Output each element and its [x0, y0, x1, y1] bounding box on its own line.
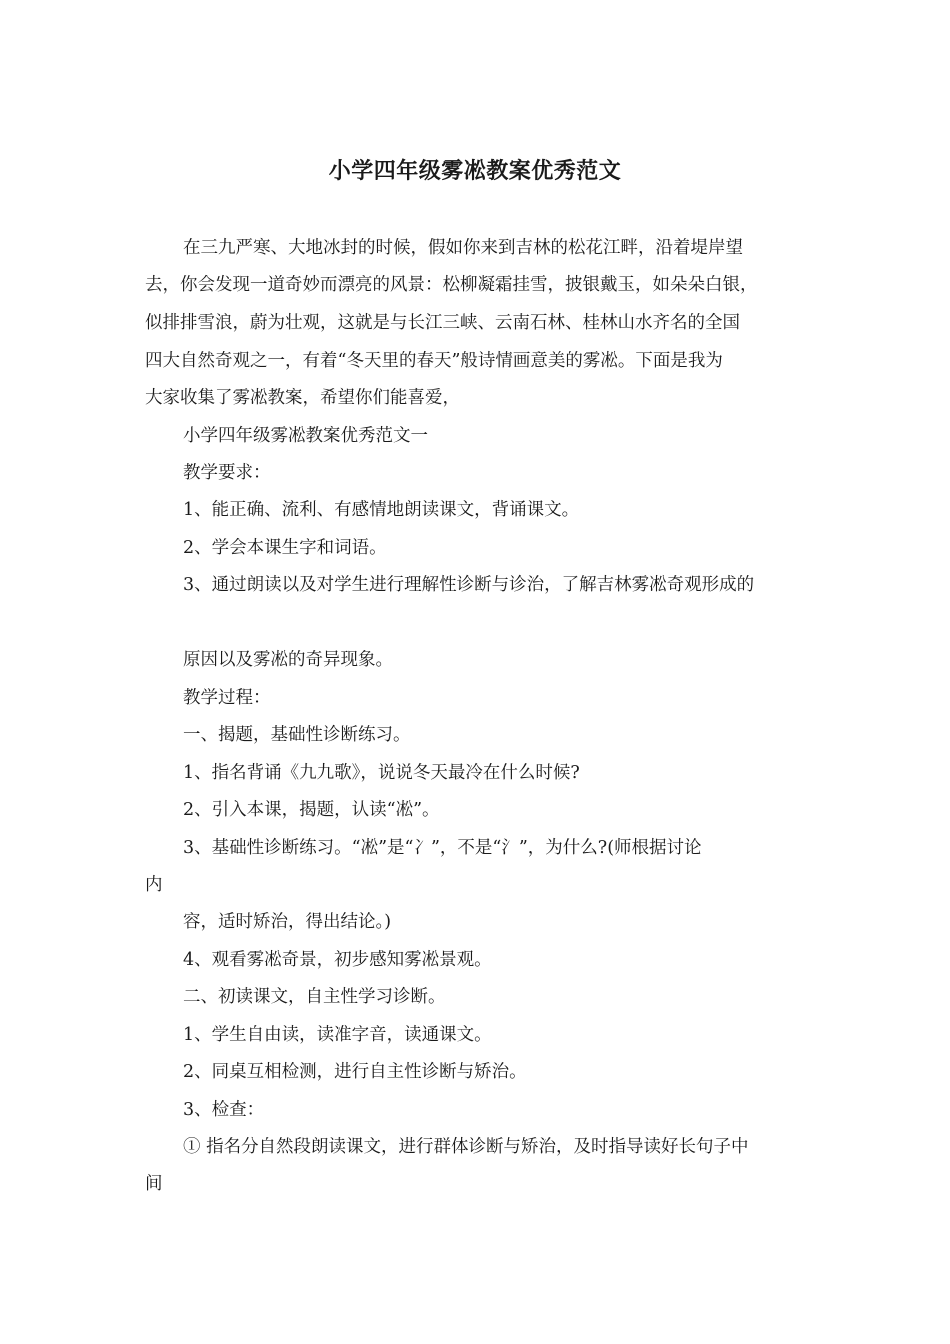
list-item-continuation: 内 — [145, 875, 163, 895]
list-item: 1、学生自由读，读准字音，读通课文。 — [183, 1025, 492, 1045]
list-item-continuation: 原因以及雾凇的奇异现象。 — [183, 650, 393, 670]
section-label: 教学要求： — [183, 463, 271, 483]
list-item: 4、观看雾凇奇景，初步感知雾凇景观。 — [183, 950, 492, 970]
section-label: 教学过程： — [183, 688, 271, 708]
list-item: 3、基础性诊断练习。“凇”是“冫”，不是“氵”，为什么?(师根据讨论 — [183, 838, 702, 858]
paragraph-line: 四大自然奇观之一，有着“冬天里的春天”般诗情画意美的雾凇。下面是我为 — [145, 351, 723, 371]
paragraph-line: 似排排雪浪，蔚为壮观，这就是与长江三峡、云南石林、桂林山水齐名的全国 — [145, 313, 740, 333]
list-item: 3、检查： — [183, 1100, 265, 1120]
step-heading: 一、揭题，基础性诊断练习。 — [183, 725, 411, 745]
paragraph-line: 大家收集了雾凇教案，希望你们能喜爱， — [145, 388, 460, 408]
list-item: 1、指名背诵《九九歌》，说说冬天最冷在什么时候? — [183, 763, 580, 783]
list-item: 2、引入本课，揭题，认读“凇”。 — [183, 800, 440, 820]
step-heading: 二、初读课文，自主性学习诊断。 — [183, 987, 446, 1007]
list-item: 3、通过朗读以及对学生进行理解性诊断与诊治，了解吉林雾凇奇观形成的 — [183, 575, 755, 595]
list-item: 1、能正确、流利、有感情地朗读课文，背诵课文。 — [183, 500, 580, 520]
list-item-continuation: 容，适时矫治，得出结论。) — [183, 912, 392, 932]
list-item: 2、学会本课生字和词语。 — [183, 538, 387, 558]
paragraph-line: 去，你会发现一道奇妙而漂亮的风景：松柳凝霜挂雪，披银戴玉，如朵朵白银， — [145, 275, 758, 295]
section-heading: 小学四年级雾凇教案优秀范文一 — [183, 426, 428, 446]
sub-list-item: ① 指名分自然段朗读课文，进行群体诊断与矫治，及时指导读好长句子中 — [183, 1137, 749, 1157]
sub-list-item-continuation: 间 — [145, 1174, 163, 1194]
document-title: 小学四年级雾凇教案优秀范文 — [328, 159, 622, 184]
list-item: 2、同桌互相检测，进行自主性诊断与矫治。 — [183, 1062, 527, 1082]
paragraph-line: 在三九严寒、大地冰封的时候，假如你来到吉林的松花江畔，沿着堤岸望 — [183, 238, 743, 258]
